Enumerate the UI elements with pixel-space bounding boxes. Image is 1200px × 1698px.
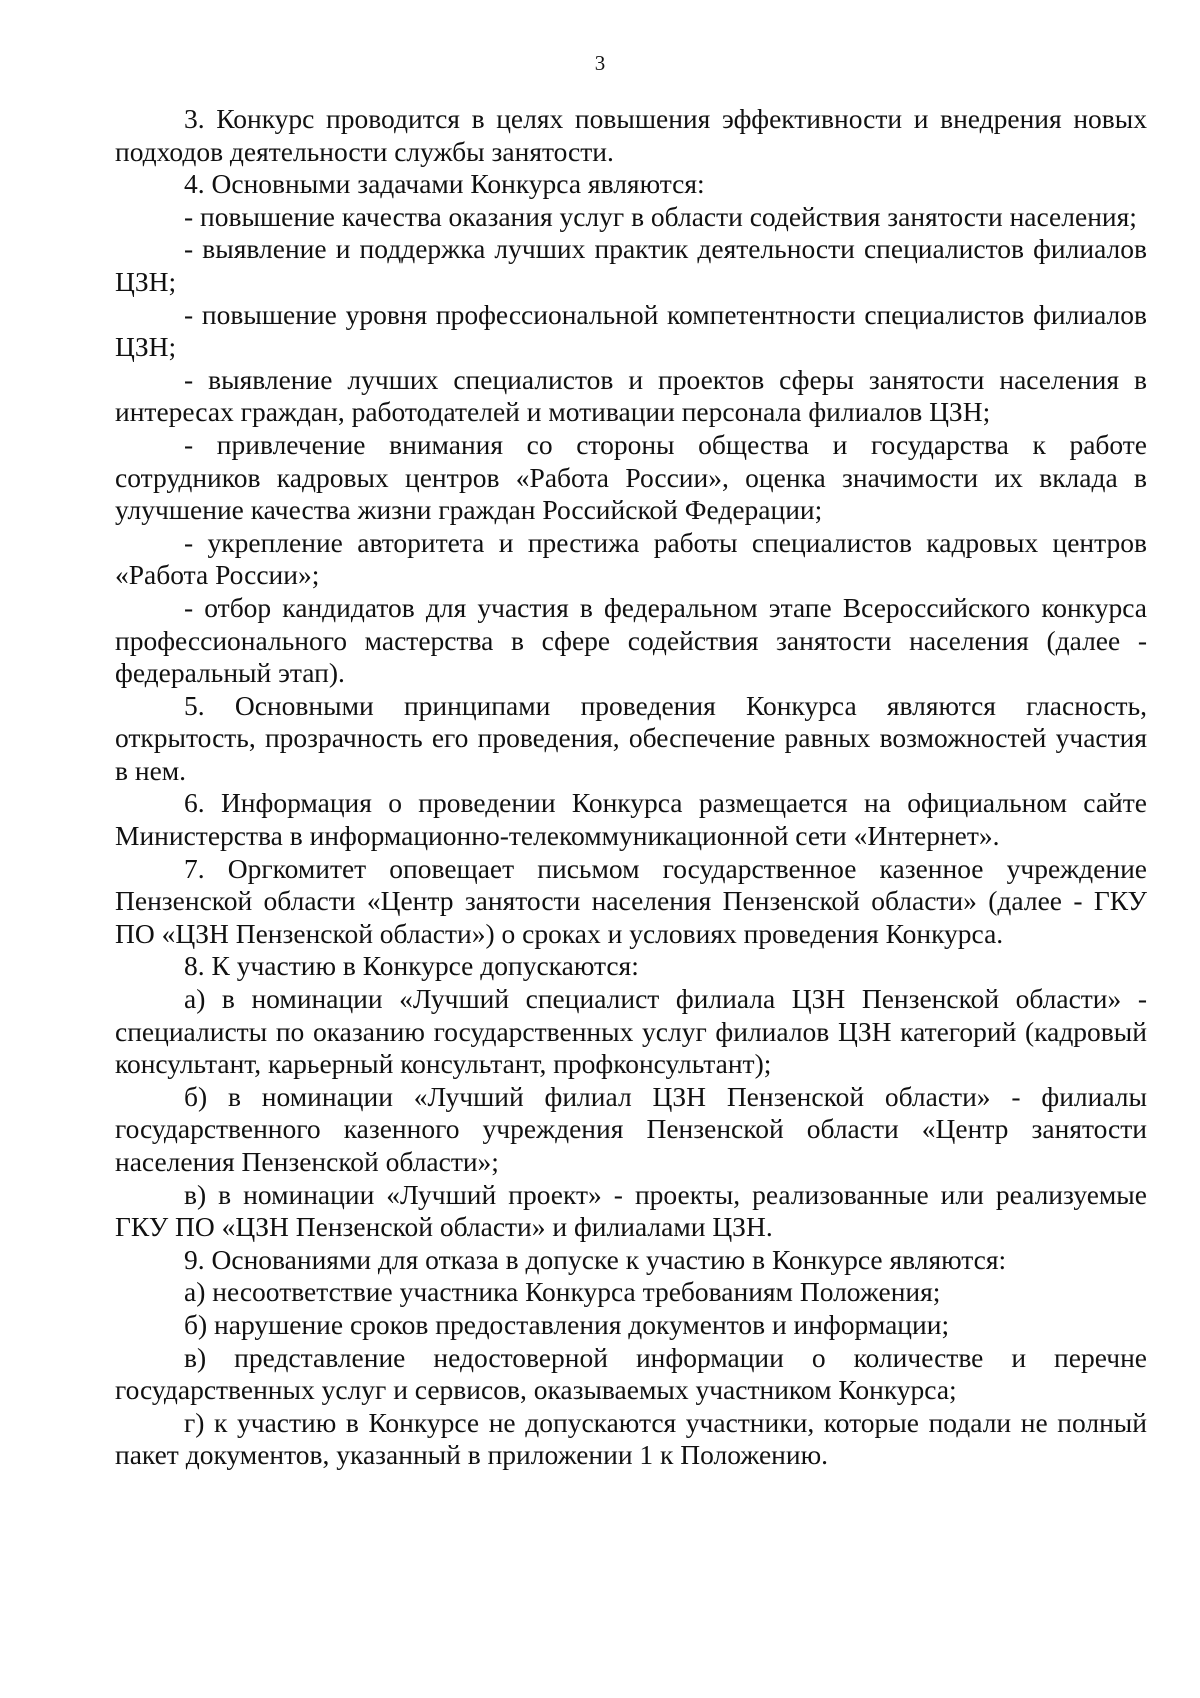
paragraph-8-admission-heading: 8. К участию в Конкурсе допускаются: [184, 950, 639, 982]
task-item: - повышение качества оказания услуг в области содействия занятости населения; [184, 200, 1137, 232]
refusal-item: а) несоответствие участника Конкурса требованиям Положения; [184, 1276, 941, 1308]
task-item: - повышение уровня профессиональной компетентности специалистов филиалов ЦЗН; [115, 298, 1147, 363]
refusal-item: г) к участию в Конкурсе не допускаются участники, которые подали не полный пакет документов, указанный в приложении 1 к Положению. [115, 1406, 1147, 1471]
paragraph-3-purpose: 3. Конкурс проводится в целях повышения эффективности и внедрения новых подходов деятельности службы занятости. [115, 103, 1147, 167]
paragraph-6-information: 6. Информация о проведении Конкурса размещается на официальном сайте Министерства в информационно-телекоммуникационной сети «Интернет». [115, 787, 1147, 852]
document-body [115, 103, 1147, 1472]
refusal-item: в) представление недостоверной информации о количестве и перечне государственных услуг и сервисов, оказываемых участником Конкурса; [115, 1341, 1147, 1406]
task-item: - отбор кандидатов для участия в федеральном этапе Всероссийского конкурса профессионального мастерства в сфере содействия занятости населения (далее - федеральный этап). [115, 591, 1147, 689]
task-item: - выявление лучших специалистов и проектов сферы занятости населения в интересах граждан, работодателей и мотивации персонала филиалов ЦЗН; [115, 363, 1147, 428]
paragraph-7-notification: 7. Оргкомитет оповещает письмом государственное казенное учреждение Пензенской области «Центр занятости населения Пензенской области» (далее - ГКУ ПО «ЦЗН Пензенской области») о сроках и условиях проведения Конкурса. [115, 852, 1147, 949]
paragraph-4-tasks-heading: 4. Основными задачами Конкурса являются: [184, 168, 705, 200]
paragraph-9-refusal-heading: 9. Основаниями для отказа в допуске к участию в Конкурсе являются: [184, 1243, 1007, 1275]
task-item: - выявление и поддержка лучших практик деятельности специалистов филиалов ЦЗН; [115, 233, 1147, 297]
paragraph-5-principles: 5. Основными принципами проведения Конкурса являются гласность, открытость, прозрачность его проведения, обеспечение равных возможностей участия в нем. [115, 689, 1147, 786]
refusal-item: б) нарушение сроков предоставления документов и информации; [184, 1308, 950, 1340]
nomination-item: а) в номинации «Лучший специалист филиала ЦЗН Пензенской области» - специалисты по оказанию государственных услуг филиалов ЦЗН категорий (кадровый консультант, карьерный консультант, профконсультант); [115, 983, 1147, 1080]
nomination-item: в) в номинации «Лучший проект» - проекты, реализованные или реализуемые ГКУ ПО «ЦЗН Пензенской области» и филиалами ЦЗН. [115, 1178, 1147, 1243]
nomination-item: б) в номинации «Лучший филиал ЦЗН Пензенской области» - филиалы государственного казенного учреждения Пензенской области «Центр занятости населения Пензенской области»; [115, 1080, 1147, 1177]
task-item: - укрепление авторитета и престижа работы специалистов кадровых центров «Работа России»; [115, 526, 1147, 591]
page-number: 3 [594, 51, 606, 75]
task-item: - привлечение внимания со стороны общества и государства к работе сотрудников кадровых центров «Работа России», оценка значимости их вклада в улучшение качества жизни граждан Российской Федерации; [115, 428, 1147, 526]
